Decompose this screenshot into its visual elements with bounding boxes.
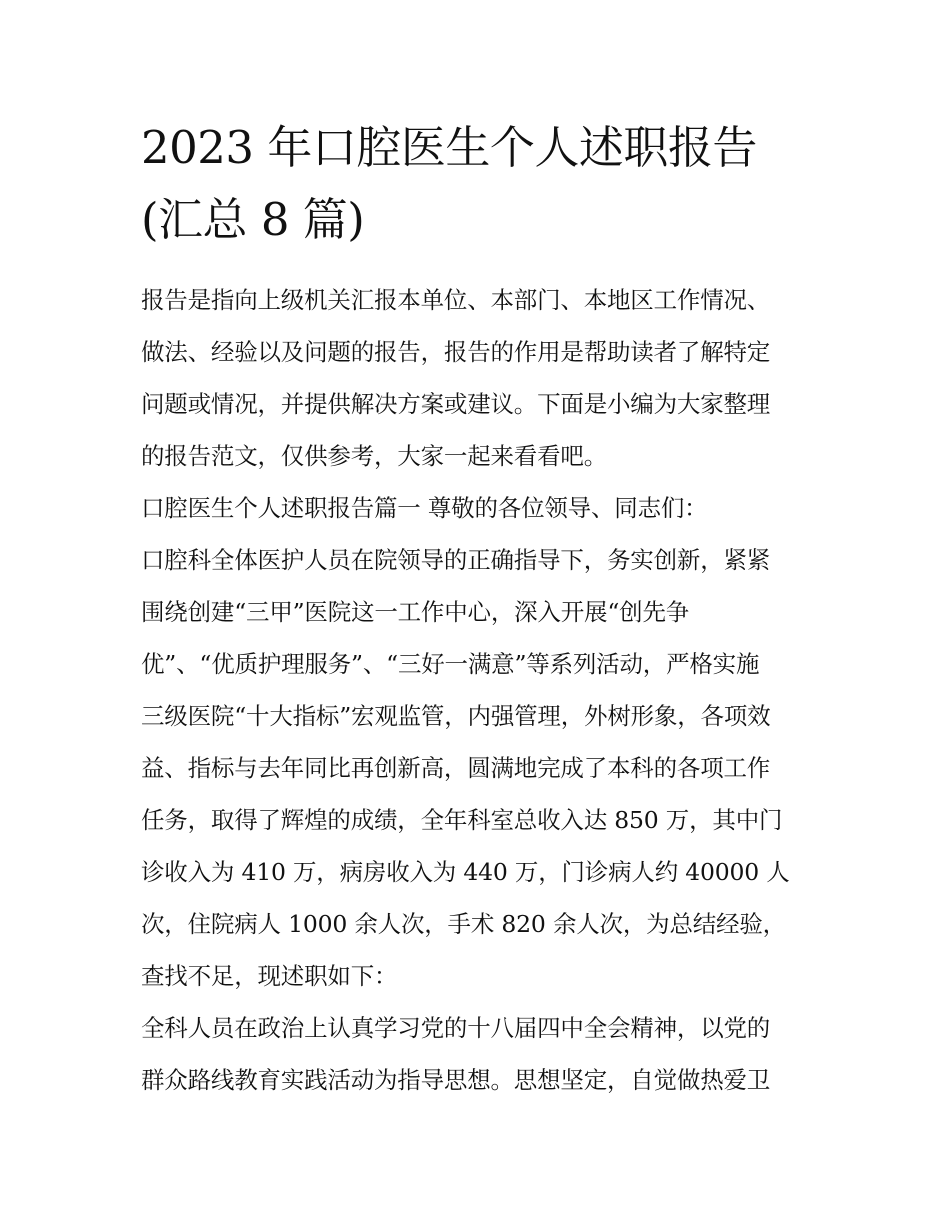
paragraph-line: 群众路线教育实践活动为指导思想。思想坚定，自觉做热爱卫 [141, 1066, 771, 1094]
paragraph-line: 问题或情况，并提供解决方案或建议。下面是小编为大家整理 [141, 390, 771, 418]
paragraph-line: 三级医院“十大指标”宏观监管，内强管理，外树形象，各项效 [141, 702, 771, 730]
paragraph-greeting [141, 482, 821, 534]
paragraph-line: 任务，取得了辉煌的成绩，全年科室总收入达 850 万，其中门 [141, 806, 783, 834]
paragraph-summary [141, 534, 821, 1002]
paragraph-line: 口腔医生个人述职报告篇一 尊敬的各位领导、同志们： [141, 494, 708, 522]
paragraph-line: 做法、经验以及问题的报告，报告的作用是帮助读者了解特定 [141, 338, 771, 366]
document-title-line-2: (汇总 8 篇) [141, 193, 365, 246]
paragraph-line: 全科人员在政治上认真学习党的十八届四中全会精神，以党的 [141, 1014, 771, 1042]
paragraph-line: 益、指标与去年同比再创新高，圆满地完成了本科的各项工作 [141, 754, 771, 782]
paragraph-line: 优”、“优质护理服务”、“三好一满意”等系列活动，严格实施 [141, 650, 760, 678]
paragraph-line: 诊收入为 410 万，病房收入为 440 万，门诊病人约 40000 人 [141, 858, 790, 886]
paragraph-line: 次，住院病人 1000 余人次，手术 820 余人次，为总结经验， [141, 910, 786, 938]
paragraph-line: 报告是指向上级机关汇报本单位、本部门、本地区工作情况、 [141, 286, 771, 314]
paragraph-intro [141, 274, 821, 482]
paragraph-line: 查找不足，现述职如下： [141, 962, 398, 990]
paragraph-line: 的报告范文，仅供参考，大家一起来看看吧。 [141, 442, 607, 470]
paragraph-politics [141, 1002, 821, 1106]
paragraph-line: 围绕创建“三甲”医院这一工作中心，深入开展“创先争 [141, 598, 690, 626]
paragraph-line: 口腔科全体医护人员在院领导的正确指导下，务实创新，紧紧 [141, 546, 771, 574]
document-page [141, 112, 821, 1106]
document-title-line-1: 2023 年口腔医生个人述职报告 [141, 121, 757, 174]
